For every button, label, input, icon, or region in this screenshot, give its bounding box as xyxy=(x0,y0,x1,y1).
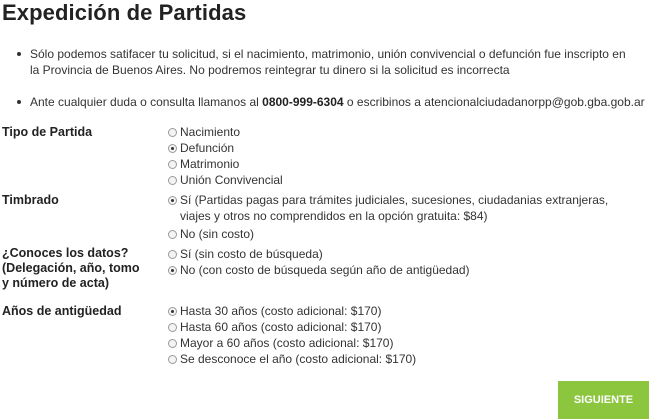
tipo-partida-option[interactable] xyxy=(168,140,283,156)
option-label: Se desconoce el año (costo adicional: $170) xyxy=(180,352,417,366)
contact-middle: o escribinos a xyxy=(343,95,425,109)
option-label: Sí (Partidas pagas para trámites judiciales, sucesiones, ciudadanias extranjeras, viajes y otros no comprendidos en la opción gratuita: $84) xyxy=(180,193,609,223)
conoces-datos-label-line: y número de acta) xyxy=(2,276,109,290)
tipo-partida-option[interactable] xyxy=(168,172,283,188)
option-label: Sí (sin costo de búsqueda) xyxy=(180,247,323,261)
timbrado-option[interactable] xyxy=(168,192,640,224)
refund-notice xyxy=(0,46,635,78)
radio-icon[interactable] xyxy=(168,160,177,169)
notice-list xyxy=(0,46,650,110)
siguiente-button[interactable]: SIGUIENTE xyxy=(558,381,649,419)
conoces-datos-label-line: ¿Conoces los datos? xyxy=(2,246,129,260)
timbrado-label: Timbrado xyxy=(2,193,59,207)
antiguedad-group xyxy=(168,303,416,367)
contact-email[interactable]: atencionalciudadanorpp@gob.gba.gob.ar xyxy=(424,95,645,109)
radio-icon[interactable] xyxy=(168,144,177,153)
tipo-partida-option[interactable] xyxy=(168,156,283,172)
conoces-datos-option[interactable] xyxy=(168,262,470,278)
option-label: Mayor a 60 años (costo adicional: $170) xyxy=(180,336,394,350)
radio-icon[interactable] xyxy=(168,176,177,185)
option-label: Nacimiento xyxy=(180,125,241,139)
conoces-datos-label xyxy=(2,246,140,291)
antiguedad-label: Años de antigüedad xyxy=(2,304,122,318)
option-label: Unión Convivencial xyxy=(180,173,283,187)
tipo-partida-label: Tipo de Partida xyxy=(2,125,93,139)
radio-icon[interactable] xyxy=(168,307,177,316)
option-label: Hasta 60 años (costo adicional: $170) xyxy=(180,320,382,334)
tipo-partida-option[interactable] xyxy=(168,124,283,140)
timbrado-group xyxy=(168,192,640,242)
radio-icon[interactable] xyxy=(168,266,177,275)
radio-icon[interactable] xyxy=(168,339,177,348)
refund-notice-text: Sólo podemos satifacer tu solicitud, si el nacimiento, matrimonio, unión convivencial o defunción fue inscripto en la Provincia de Buenos Aires. No podremos reintegrar tu dinero si la solicitud es incorrecta xyxy=(30,47,626,77)
contact-notice xyxy=(0,94,650,110)
tipo-partida-group xyxy=(168,124,283,188)
contact-phone: 0800-999-6304 xyxy=(262,95,344,109)
conoces-datos-group xyxy=(168,246,470,278)
page-title: Expedición de Partidas xyxy=(2,0,247,25)
radio-icon[interactable] xyxy=(168,128,177,137)
timbrado-option[interactable] xyxy=(168,226,640,242)
conoces-datos-label-line: (Delegación, año, tomo xyxy=(2,261,140,275)
contact-prefix: Ante cualquier duda o consulta llamanos al xyxy=(30,95,263,109)
antiguedad-option[interactable] xyxy=(168,319,416,335)
radio-icon[interactable] xyxy=(168,230,177,239)
antiguedad-option[interactable] xyxy=(168,351,416,367)
radio-icon[interactable] xyxy=(168,250,177,259)
radio-icon[interactable] xyxy=(168,355,177,364)
radio-icon[interactable] xyxy=(168,323,177,332)
radio-icon[interactable] xyxy=(168,196,177,205)
option-label: No (con costo de búsqueda según año de antigüedad) xyxy=(180,263,470,277)
antiguedad-option[interactable] xyxy=(168,303,416,319)
option-label: No (sin costo) xyxy=(180,227,255,241)
option-label: Defunción xyxy=(180,141,235,155)
antiguedad-option[interactable] xyxy=(168,335,416,351)
option-label: Hasta 30 años (costo adicional: $170) xyxy=(180,304,382,318)
option-label: Matrimonio xyxy=(180,157,240,171)
conoces-datos-option[interactable] xyxy=(168,246,470,262)
